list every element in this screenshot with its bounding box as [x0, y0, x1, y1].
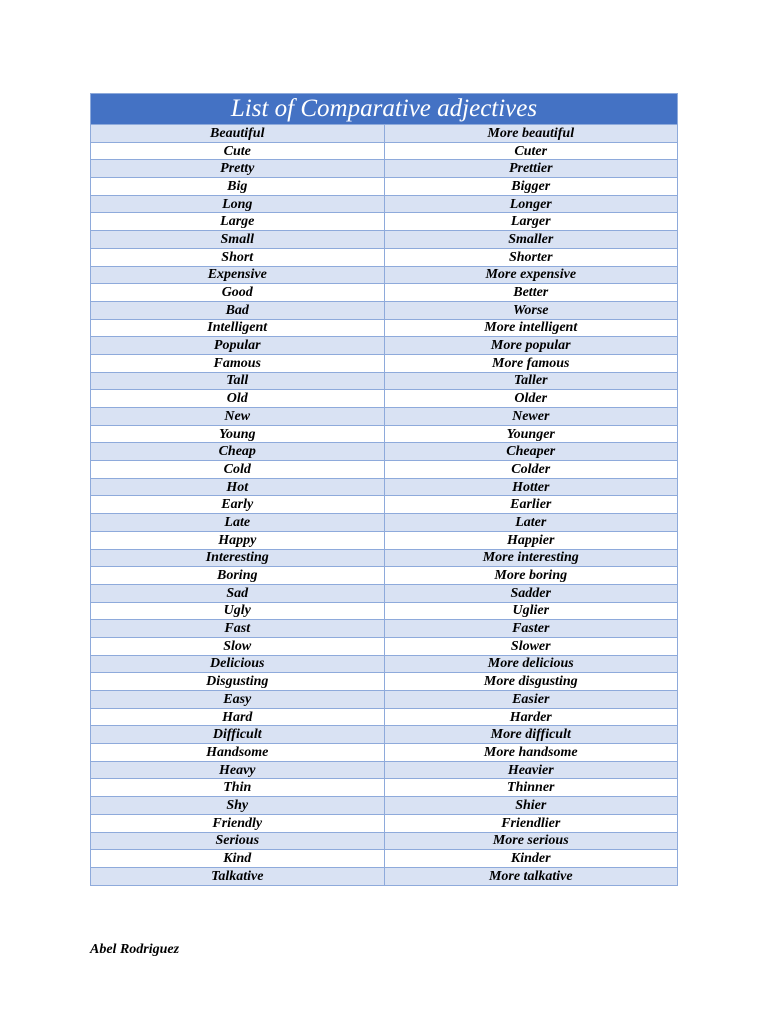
table-row [91, 390, 678, 408]
adjective-cell: Bad [91, 301, 385, 319]
table-row [91, 160, 678, 178]
comparative-cell: More talkative [384, 867, 678, 885]
comparative-cell: More intelligent [384, 319, 678, 337]
table-row [91, 408, 678, 426]
table-header-row [91, 94, 678, 125]
table-row [91, 213, 678, 231]
adjective-cell: Heavy [91, 761, 385, 779]
adjective-cell: Pretty [91, 160, 385, 178]
comparative-cell: Shier [384, 797, 678, 815]
comparative-cell: More interesting [384, 549, 678, 567]
adjective-cell: Handsome [91, 744, 385, 762]
comparative-cell: Faster [384, 620, 678, 638]
table-row [91, 673, 678, 691]
adjective-cell: Hot [91, 478, 385, 496]
adjective-cell: Early [91, 496, 385, 514]
adjective-cell: Thin [91, 779, 385, 797]
table-row [91, 266, 678, 284]
adjective-cell: Famous [91, 354, 385, 372]
table-row [91, 637, 678, 655]
adjective-cell: Small [91, 231, 385, 249]
comparative-cell: Better [384, 284, 678, 302]
comparative-cell: Slower [384, 637, 678, 655]
table-row [91, 691, 678, 709]
adjective-cell: Disgusting [91, 673, 385, 691]
comparative-cell: Later [384, 514, 678, 532]
adjective-cell: Interesting [91, 549, 385, 567]
adjective-cell: Ugly [91, 602, 385, 620]
comparative-cell: Harder [384, 708, 678, 726]
table-row [91, 496, 678, 514]
table-row [91, 814, 678, 832]
table-row [91, 744, 678, 762]
adjective-cell: Cold [91, 461, 385, 479]
adjective-cell: Late [91, 514, 385, 532]
comparative-cell: Shorter [384, 248, 678, 266]
comparative-cell: Thinner [384, 779, 678, 797]
adjective-cell: New [91, 408, 385, 426]
comparative-cell: Prettier [384, 160, 678, 178]
adjective-cell: Long [91, 195, 385, 213]
table-row [91, 708, 678, 726]
adjective-cell: Cute [91, 142, 385, 160]
comparative-cell: Colder [384, 461, 678, 479]
comparative-cell: Cheaper [384, 443, 678, 461]
table-row [91, 850, 678, 868]
table-row [91, 832, 678, 850]
comparative-cell: Smaller [384, 231, 678, 249]
comparative-cell: Kinder [384, 850, 678, 868]
adjective-cell: Intelligent [91, 319, 385, 337]
comparative-cell: More handsome [384, 744, 678, 762]
table-row [91, 284, 678, 302]
comparative-cell: Easier [384, 691, 678, 709]
comparative-cell: Heavier [384, 761, 678, 779]
comparative-cell: More delicious [384, 655, 678, 673]
table-row [91, 726, 678, 744]
table-row [91, 443, 678, 461]
comparative-cell: More expensive [384, 266, 678, 284]
adjective-cell: Friendly [91, 814, 385, 832]
adjective-cell: Hard [91, 708, 385, 726]
adjective-cell: Fast [91, 620, 385, 638]
adjective-cell: Happy [91, 531, 385, 549]
author-name: Abel Rodriguez [90, 942, 180, 957]
adjective-cell: Kind [91, 850, 385, 868]
comparative-cell: Earlier [384, 496, 678, 514]
comparative-cell: Younger [384, 425, 678, 443]
adjective-cell: Shy [91, 797, 385, 815]
adjective-cell: Serious [91, 832, 385, 850]
adjective-cell: Slow [91, 637, 385, 655]
table-row [91, 178, 678, 196]
adjective-cell: Young [91, 425, 385, 443]
comparative-cell: Taller [384, 372, 678, 390]
comparative-cell: Uglier [384, 602, 678, 620]
comparative-cell: Hotter [384, 478, 678, 496]
comparative-cell: More disgusting [384, 673, 678, 691]
table-row [91, 354, 678, 372]
adjective-cell: Difficult [91, 726, 385, 744]
table-row [91, 319, 678, 337]
table-row [91, 478, 678, 496]
table-row [91, 620, 678, 638]
table-title: List of Comparative adjectives [91, 94, 678, 125]
table-row [91, 779, 678, 797]
table-row [91, 248, 678, 266]
comparative-cell: More famous [384, 354, 678, 372]
adjective-cell: Delicious [91, 655, 385, 673]
adjective-cell: Talkative [91, 867, 385, 885]
adjective-cell: Easy [91, 691, 385, 709]
table-row [91, 655, 678, 673]
adjective-cell: Sad [91, 584, 385, 602]
comparative-cell: Longer [384, 195, 678, 213]
table-row [91, 142, 678, 160]
adjective-cell: Large [91, 213, 385, 231]
comparative-cell: More serious [384, 832, 678, 850]
comparative-cell: Sadder [384, 584, 678, 602]
table-row [91, 797, 678, 815]
table-row [91, 301, 678, 319]
comparative-cell: More difficult [384, 726, 678, 744]
comparative-cell: Larger [384, 213, 678, 231]
adjective-cell: Big [91, 178, 385, 196]
comparative-cell: More beautiful [384, 125, 678, 143]
adjective-cell: Popular [91, 337, 385, 355]
adjective-cell: Good [91, 284, 385, 302]
table-row [91, 231, 678, 249]
adjective-cell: Cheap [91, 443, 385, 461]
table-row [91, 514, 678, 532]
table-row [91, 125, 678, 143]
comparative-cell: Friendlier [384, 814, 678, 832]
adjective-cell: Expensive [91, 266, 385, 284]
table-row [91, 531, 678, 549]
table-row [91, 567, 678, 585]
adjective-cell: Short [91, 248, 385, 266]
comparative-cell: Happier [384, 531, 678, 549]
table-row [91, 602, 678, 620]
table-row [91, 549, 678, 567]
table-row [91, 425, 678, 443]
adjective-cell: Boring [91, 567, 385, 585]
table-row [91, 372, 678, 390]
comparative-cell: Older [384, 390, 678, 408]
comparative-cell: Bigger [384, 178, 678, 196]
table-row [91, 461, 678, 479]
table-row [91, 337, 678, 355]
table-row [91, 867, 678, 885]
comparative-cell: Newer [384, 408, 678, 426]
comparative-cell: Cuter [384, 142, 678, 160]
table-row [91, 584, 678, 602]
table-row [91, 195, 678, 213]
adjective-cell: Beautiful [91, 125, 385, 143]
comparative-cell: Worse [384, 301, 678, 319]
comparative-cell: More boring [384, 567, 678, 585]
comparative-cell: More popular [384, 337, 678, 355]
adjective-cell: Old [91, 390, 385, 408]
table-row [91, 761, 678, 779]
table-body [91, 125, 678, 886]
comparative-adjectives-table [90, 93, 678, 886]
adjective-cell: Tall [91, 372, 385, 390]
